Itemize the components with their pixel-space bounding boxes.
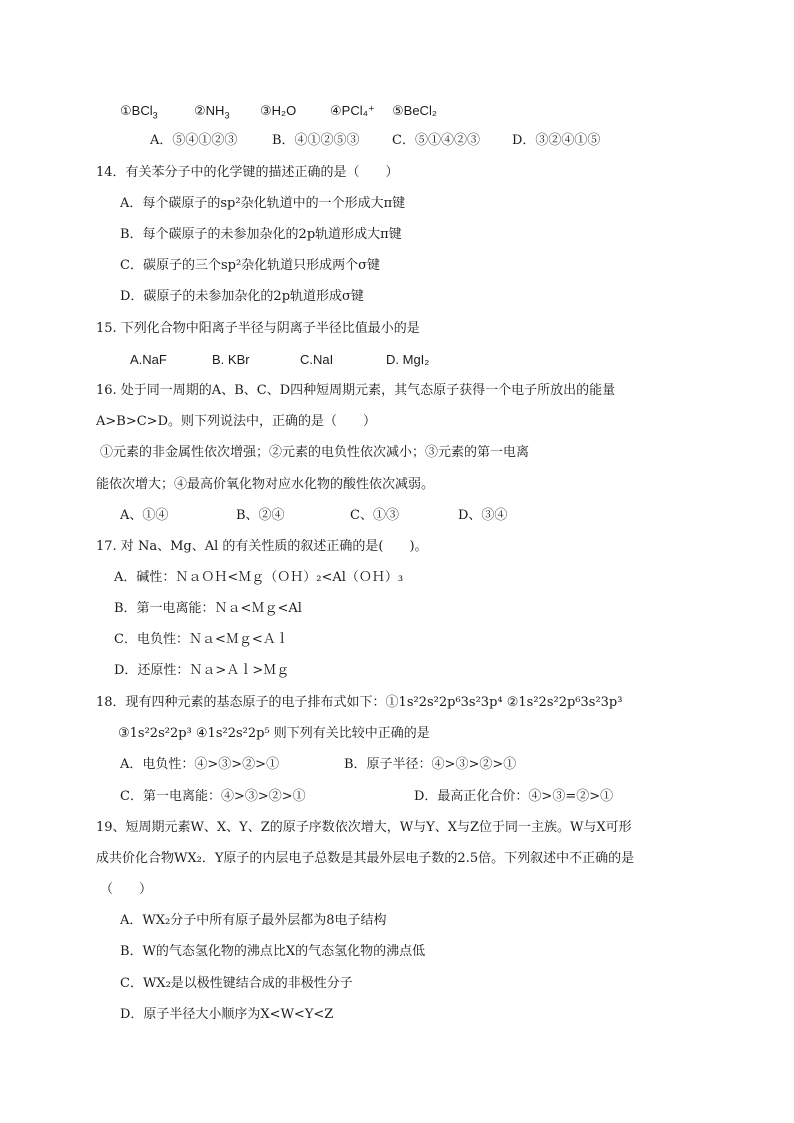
q19-stem-line-1: 19、短周期元素W、X、Y、Z的原子序数依次增大，W与Y、X与Z位于同一主族。W与X可形 (96, 820, 632, 835)
q14-stem: 14．有关苯分子中的化学键的描述正确的是（ ） (96, 165, 399, 180)
q19-stem-line-3: （ ） (100, 882, 153, 897)
q19-option-c: C．WX₂是以极性键结合成的非极性分子 (120, 976, 353, 991)
q16-stem-line-1: 16. 处于同一周期的A、B、C、D四种短周期元素，其气态原子获得一个电子所放出的能量 (96, 383, 616, 398)
q15-option-a: A.NaF (130, 352, 167, 367)
q13-item-5: ⑤BeCl₂ (392, 103, 437, 118)
q19-option-b: B．W的气态氢化物的沸点比X的气态氢化物的沸点低 (120, 944, 426, 959)
q17-stem: 17. 对 Na、Mg、Al 的有关性质的叙述正确的是( )。 (96, 539, 428, 554)
q17-option-b: B．第一电离能：Ｎａ<Ｍｇ<Al (114, 601, 302, 616)
q15-option-c: C.NaI (300, 352, 334, 367)
q16-option-d: D、③④ (458, 508, 508, 523)
q18-option-b: B．原子半径：④>③>②>① (344, 757, 517, 772)
q14-option-c: C．碳原子的三个sp²杂化轨道只形成两个σ键 (120, 258, 381, 273)
q18-option-d: D．最高正化合价：④>③=②>① (414, 789, 614, 804)
q13-option-a: A．⑤④①②③ (150, 133, 238, 148)
q16-option-b: B、②④ (236, 508, 285, 523)
q15-option-b: B. KBr (212, 352, 250, 367)
q18-stem: 18．现有四种元素的基态原子的电子排布式如下：①1s²2s²2p⁶3s²3p⁴ ②1s²2s²2p⁶3s²3p³ (96, 695, 623, 710)
q14-option-b: B．每个碳原子的未参加杂化的2p轨道形成大π键 (120, 227, 402, 242)
q16-statement-line-2: 能依次增大；④最高价氧化物对应水化物的酸性依次减弱。 (96, 477, 435, 492)
q17-option-d: D．还原性：Ｎａ>Ａｌ>Ｍｇ (114, 663, 290, 678)
q13-item-1: ①BCl$_3$ (120, 103, 158, 121)
q16-option-a: A、①④ (120, 508, 169, 523)
q14-option-d: D．碳原子的未参加杂化的2p轨道形成σ键 (120, 289, 364, 304)
q14-option-a: A．每个碳原子的sp²杂化轨道中的一个形成大π键 (120, 196, 406, 211)
q13-option-b: B．④①②⑤③ (272, 133, 360, 148)
q18-option-c: C．第一电离能：④>③>②>① (120, 789, 306, 804)
q13-option-d: D．③②④①⑤ (512, 133, 601, 148)
q13-item-2: $②NH_3$ (194, 103, 230, 121)
q15-option-d: D. MgI₂ (386, 352, 430, 367)
q19-option-a: A．WX₂分子中所有原子最外层都为8电子结构 (120, 913, 387, 928)
q19-stem-line-2: 成共价化合物WX₂．Y原子的内层电子总数是其最外层电子数的2.5倍。下列叙述中不正确的是 (96, 851, 635, 866)
q17-option-a: A．碱性：ＮａＯＨ<Ｍｇ（ＯＨ）₂<Al（ＯＨ）₃ (114, 570, 404, 585)
q16-stem-line-2: A>B>C>D。则下列说法中，正确的是（ ） (96, 414, 376, 429)
q16-statement-line-1: ①元素的非金属性依次增强；②元素的电负性依次减小；③元素的第一电离 (100, 445, 530, 460)
q19-option-d: D．原子半径大小顺序为X<W<Y<Z (120, 1007, 334, 1022)
q17-option-c: C．电负性：Ｎａ<Ｍｇ<Ａｌ (114, 632, 289, 647)
q16-option-c: C、①③ (350, 508, 399, 523)
q13-item-3: ③H₂O (260, 103, 297, 118)
q13-option-c: C．⑤①④②③ (392, 133, 480, 148)
q13-item-4: ④PCl₄⁺ (330, 103, 375, 118)
q18-option-a: A．电负性：④>③>②>① (120, 757, 280, 772)
q15-stem: 15. 下列化合物中阳离子半径与阴离子半径比值最小的是 (96, 321, 420, 336)
q18-stem-line-2: ③1s²2s²2p³ ④1s²2s²2p⁵ 则下列有关比较中正确的是 (118, 726, 430, 741)
